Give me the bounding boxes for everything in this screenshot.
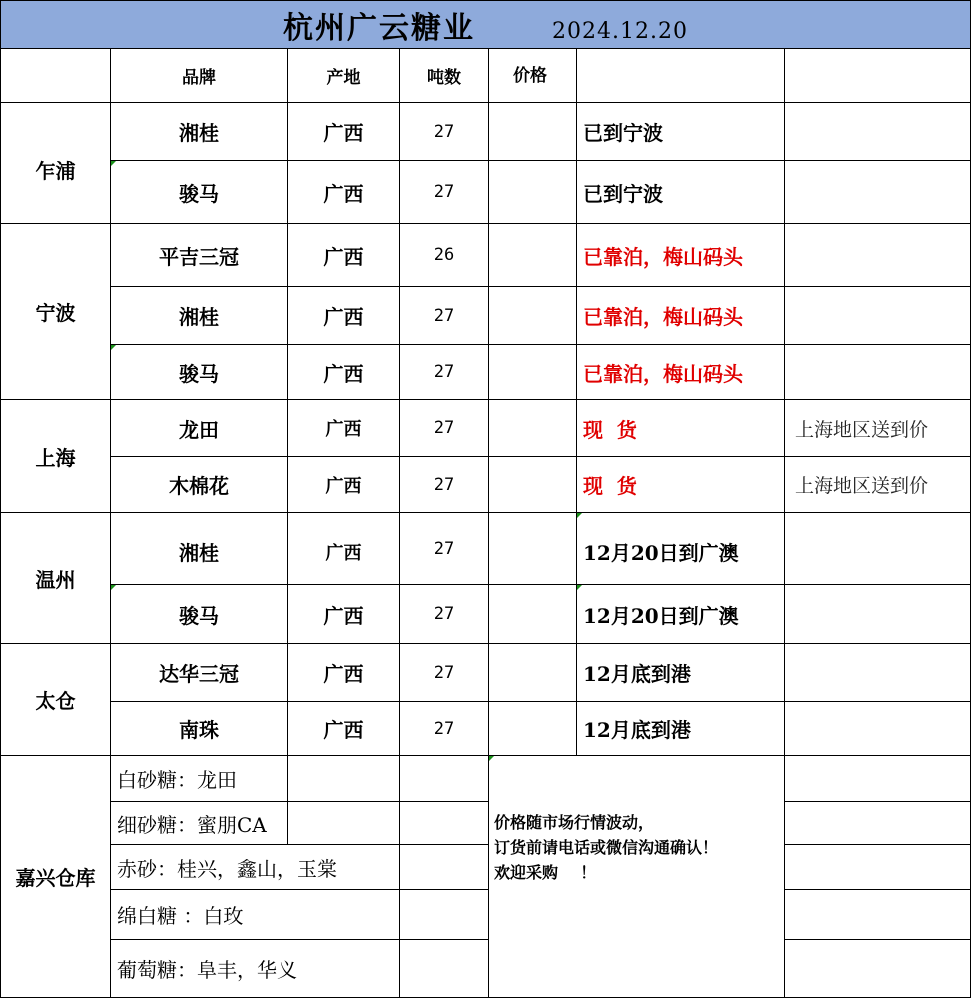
tons-cell: 27	[400, 585, 489, 644]
origin-cell: 广西	[288, 400, 400, 457]
empty-cell	[785, 940, 971, 998]
column-header-price: 价格	[489, 49, 577, 103]
title-bar	[1, 1, 971, 49]
table-row	[1, 702, 971, 756]
price-cell	[489, 702, 577, 756]
status-cell: 已靠泊，梅山码头	[577, 345, 785, 400]
column-header-note	[785, 49, 971, 103]
empty-cell	[400, 845, 489, 890]
warehouse-item: 绵白糖 ：白玫	[111, 890, 400, 940]
price-cell	[489, 161, 577, 224]
notice-cell	[489, 756, 785, 998]
origin-cell: 广西	[288, 644, 400, 702]
table-row	[1, 585, 971, 644]
tons-cell: 27	[400, 644, 489, 702]
warehouse-location-cell: 嘉兴仓库	[1, 756, 111, 998]
table-row	[1, 287, 971, 345]
empty-cell	[400, 756, 489, 802]
warehouse-row	[1, 940, 971, 998]
warehouse-item: 细砂糖：蜜朋CA	[111, 802, 288, 845]
note-cell	[785, 161, 971, 224]
note-cell: 上海地区送到价	[785, 400, 971, 457]
brand-cell: 湘桂	[111, 287, 288, 345]
price-cell	[489, 585, 577, 644]
column-header-tons: 吨数	[400, 49, 489, 103]
warehouse-row	[1, 802, 971, 845]
empty-cell	[400, 890, 489, 940]
note-cell: 上海地区送到价	[785, 457, 971, 513]
empty-cell	[288, 802, 400, 845]
empty-cell	[785, 845, 971, 890]
tons-cell: 27	[400, 457, 489, 513]
warehouse-item: 赤砂：桂兴，鑫山，玉棠	[111, 845, 400, 890]
table-row	[1, 644, 971, 702]
brand-cell: 骏马	[111, 161, 288, 224]
table-row	[1, 161, 971, 224]
location-cell: 温州	[1, 513, 111, 644]
empty-cell	[288, 756, 400, 802]
note-cell	[785, 702, 971, 756]
tons-cell: 26	[400, 224, 489, 287]
status-cell: 已到宁波	[577, 103, 785, 161]
warehouse-row	[1, 845, 971, 890]
status-cell: 现 货	[577, 400, 785, 457]
tons-cell: 27	[400, 345, 489, 400]
warehouse-item: 白砂糖：龙田	[111, 756, 288, 802]
price-cell	[489, 345, 577, 400]
notice-line: 价格随市场行情波动，	[494, 813, 655, 832]
tons-cell: 27	[400, 702, 489, 756]
origin-cell: 广西	[288, 287, 400, 345]
note-cell	[785, 585, 971, 644]
tons-cell: 27	[400, 400, 489, 457]
empty-cell	[400, 802, 489, 845]
corner-cell	[1, 49, 111, 103]
brand-cell: 平吉三冠	[111, 224, 288, 287]
tons-cell: 27	[400, 103, 489, 161]
location-cell: 上海	[1, 400, 111, 513]
origin-cell: 广西	[288, 103, 400, 161]
tons-cell: 27	[400, 161, 489, 224]
status-cell: 已到宁波	[577, 161, 785, 224]
table-row	[1, 224, 971, 287]
brand-cell: 龙田	[111, 400, 288, 457]
note-cell	[785, 644, 971, 702]
warehouse-row	[1, 890, 971, 940]
status-cell: 12月20日到广澳	[577, 585, 785, 644]
warehouse-row	[1, 756, 971, 802]
origin-cell: 广西	[288, 457, 400, 513]
origin-cell: 广西	[288, 585, 400, 644]
column-header-status	[577, 49, 785, 103]
status-cell: 已靠泊，梅山码头	[577, 224, 785, 287]
table-row	[1, 400, 971, 457]
warehouse-item: 葡萄糖：阜丰，华义	[111, 940, 400, 998]
table-row	[1, 103, 971, 161]
column-header-brand: 品牌	[111, 49, 288, 103]
column-header-origin: 产地	[288, 49, 400, 103]
notice-line: 订货前请电话或微信沟通确认！	[494, 838, 719, 857]
price-cell	[489, 103, 577, 161]
status-cell: 12月底到港	[577, 702, 785, 756]
status-cell: 12月底到港	[577, 644, 785, 702]
table-row	[1, 513, 971, 585]
status-cell: 已靠泊，梅山码头	[577, 287, 785, 345]
brand-cell: 达华三冠	[111, 644, 288, 702]
status-cell: 现 货	[577, 457, 785, 513]
status-cell: 12月20日到广澳	[577, 513, 785, 585]
table-row	[1, 457, 971, 513]
empty-cell	[785, 802, 971, 845]
brand-cell: 骏马	[111, 345, 288, 400]
brand-cell: 湘桂	[111, 513, 288, 585]
note-cell	[785, 513, 971, 585]
brand-cell: 骏马	[111, 585, 288, 644]
notice-line: 欢迎采购 ！	[494, 863, 597, 882]
empty-cell	[785, 890, 971, 940]
origin-cell: 广西	[288, 345, 400, 400]
note-cell	[785, 345, 971, 400]
origin-cell: 广西	[288, 161, 400, 224]
empty-cell	[785, 756, 971, 802]
price-cell	[489, 457, 577, 513]
brand-cell: 湘桂	[111, 103, 288, 161]
location-cell: 太仓	[1, 644, 111, 756]
empty-cell	[400, 940, 489, 998]
price-cell	[489, 224, 577, 287]
report-date: 2024.12.20	[552, 18, 688, 44]
table-row	[1, 345, 971, 400]
price-cell	[489, 400, 577, 457]
location-cell: 宁波	[1, 224, 111, 400]
price-cell	[489, 287, 577, 345]
location-cell: 乍浦	[1, 103, 111, 224]
company-name: 杭州广云糖业	[283, 10, 476, 46]
note-cell	[785, 287, 971, 345]
brand-cell: 南珠	[111, 702, 288, 756]
origin-cell: 广西	[288, 702, 400, 756]
tons-cell: 27	[400, 513, 489, 585]
origin-cell: 广西	[288, 224, 400, 287]
origin-cell: 广西	[288, 513, 400, 585]
price-cell	[489, 644, 577, 702]
column-header-row	[1, 49, 971, 103]
note-cell	[785, 224, 971, 287]
tons-cell: 27	[400, 287, 489, 345]
note-cell	[785, 103, 971, 161]
price-cell	[489, 513, 577, 585]
brand-cell: 木棉花	[111, 457, 288, 513]
